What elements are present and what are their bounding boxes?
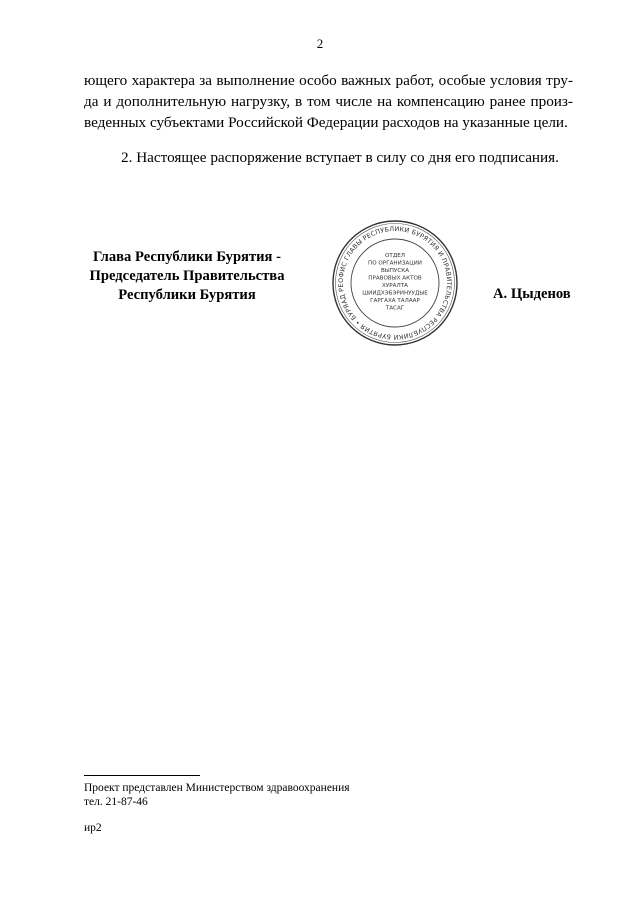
seal-center-line: ТАСАГ [385, 305, 405, 312]
seal-center-line: ГАРГАХА ТАЛААР [370, 298, 420, 304]
footnote-line: Проект представлен Министерством здравоохранения [84, 782, 350, 794]
body-paragraph [84, 70, 573, 133]
seal-center-line: ВЫПУСКА [380, 268, 410, 274]
seal-center-line: ПО ОРГАНИЗАЦИИ [368, 260, 422, 267]
seal-center-line: ПРАВОВЫХ АКТОВ [368, 275, 422, 282]
body-line: да и дополнительную нагрузку, в том числе на компенсацию ранее произ- [84, 93, 573, 110]
footnote-divider [84, 775, 200, 776]
signer-title-line: Председатель Правительства [89, 268, 285, 284]
official-seal [330, 218, 460, 348]
signer-title [78, 248, 296, 305]
footnote-line: тел. 21-87-46 [84, 796, 148, 808]
signer-name: А. Цыденов [493, 286, 571, 302]
document-code: ир2 [84, 822, 102, 834]
signer-title-line: Глава Республики Бурятия - [93, 249, 281, 265]
clause-2: 2. Настоящее распоряжение вступает в силу со дня его подписания. [121, 149, 559, 166]
seal-ring-text: ОФИС ГЛАВЫ РЕСПУБЛИКИ БУРЯТИЯ И ПРАВИТЕЛЬСТВА РЕСПУБЛИКИ БУРЯТИЯ • БУРЯАД РЕ [336, 224, 454, 342]
footnote [84, 781, 350, 809]
body-line: веденных субъектами Российской Федерации расходов на указанные цели. [84, 114, 568, 131]
page-number: 2 [316, 36, 324, 51]
seal-center-line: ХУРАЛТА [382, 283, 408, 289]
signer-title-line: Республики Бурятия [118, 287, 256, 303]
seal-center-line: ОТДЕЛ [385, 253, 405, 259]
seal-center-line: ШИИДХЭБЭРИНУУДЫЕ [362, 290, 428, 297]
body-line: ющего характера за выполнение особо важных работ, особые условия тру- [84, 72, 573, 89]
